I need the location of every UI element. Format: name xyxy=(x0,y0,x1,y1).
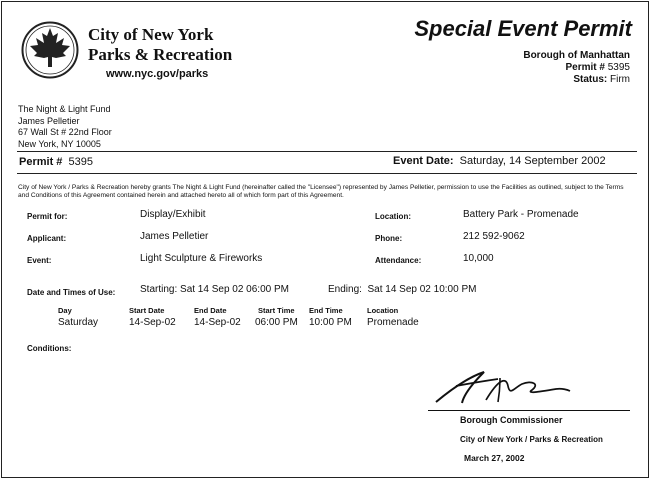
permit-for-value: Display/Exhibit xyxy=(140,209,206,220)
licensee-address xyxy=(18,104,112,150)
schedule-start-date: 14-Sep-02 xyxy=(129,317,176,328)
document-title: Special Event Permit xyxy=(414,16,632,41)
schedule-header-end-time: End Time xyxy=(309,306,343,315)
end-datetime: Ending: Sat 14 Sep 02 10:00 PM xyxy=(328,284,477,295)
event-label: Event: xyxy=(27,256,52,265)
start-datetime: Starting: Sat 14 Sep 02 06:00 PM xyxy=(140,284,289,295)
parks-maple-leaf-logo xyxy=(21,21,79,79)
address-line: 67 Wall St # 22nd Floor xyxy=(18,127,112,137)
permit-number: Permit # 5395 xyxy=(19,156,94,168)
address-line: The Night & Light Fund xyxy=(18,104,111,114)
applicant-value: James Pelletier xyxy=(140,231,209,242)
signature-line xyxy=(428,410,630,411)
signatory-title: Borough Commissioner xyxy=(460,415,563,425)
org-name-line2: Parks & Recreation xyxy=(88,45,233,64)
website-link[interactable]: www.nyc.gov/parks xyxy=(106,68,209,80)
event-value: Light Sculpture & Fireworks xyxy=(140,253,263,264)
divider-bottom xyxy=(17,173,637,174)
signatory-organization: City of New York / Parks & Recreation xyxy=(460,435,603,444)
schedule-header-day: Day xyxy=(58,306,72,315)
schedule-end-date: 14-Sep-02 xyxy=(194,317,241,328)
divider-top xyxy=(17,151,637,152)
schedule-start-time: 06:00 PM xyxy=(255,317,298,328)
borough-name: Borough of Manhattan xyxy=(523,50,630,61)
signature-date: March 27, 2002 xyxy=(464,453,525,463)
org-name-line1: City of New York xyxy=(88,25,214,44)
location-value: Battery Park - Promenade xyxy=(463,209,579,220)
schedule-header-end-date: End Date xyxy=(194,306,227,315)
event-date: Event Date: Saturday, 14 September 2002 xyxy=(393,155,606,167)
applicant-label: Applicant: xyxy=(27,234,67,243)
agreement-text: City of New York / Parks & Recreation hereby grants The Night & Light Fund (hereinafter called the "Licensee") represented by James Pelletier, permission to use the Facilities as outlined, subject to the Terms and Conditions of this Agreement contained herein and attached hereto all of which form part of this Agreement. xyxy=(18,184,624,200)
schedule-day: Saturday xyxy=(58,317,99,328)
permit-for-label: Permit for: xyxy=(27,212,68,221)
address-line: James Pelletier xyxy=(18,115,80,126)
times-label: Date and Times of Use: xyxy=(27,288,116,297)
conditions-label: Conditions: xyxy=(27,344,72,353)
schedule-header-start-time: Start Time xyxy=(258,306,295,315)
schedule-header-start-date: Start Date xyxy=(129,306,165,315)
schedule-location: Promenade xyxy=(367,317,419,328)
phone-label: Phone: xyxy=(375,234,403,243)
schedule-end-time: 10:00 PM xyxy=(309,317,352,328)
attendance-label: Attendance: xyxy=(375,256,422,265)
commissioner-signature xyxy=(428,366,578,408)
attendance-value: 10,000 xyxy=(463,253,494,264)
phone-value: 212 592-9062 xyxy=(463,231,525,242)
location-label: Location: xyxy=(375,212,411,221)
address-line: New York, NY 10005 xyxy=(18,138,101,149)
schedule-header-location: Location xyxy=(367,306,399,315)
header-permit-number: Permit # 5395 xyxy=(565,62,630,73)
header-status: Status: Firm xyxy=(573,74,630,85)
